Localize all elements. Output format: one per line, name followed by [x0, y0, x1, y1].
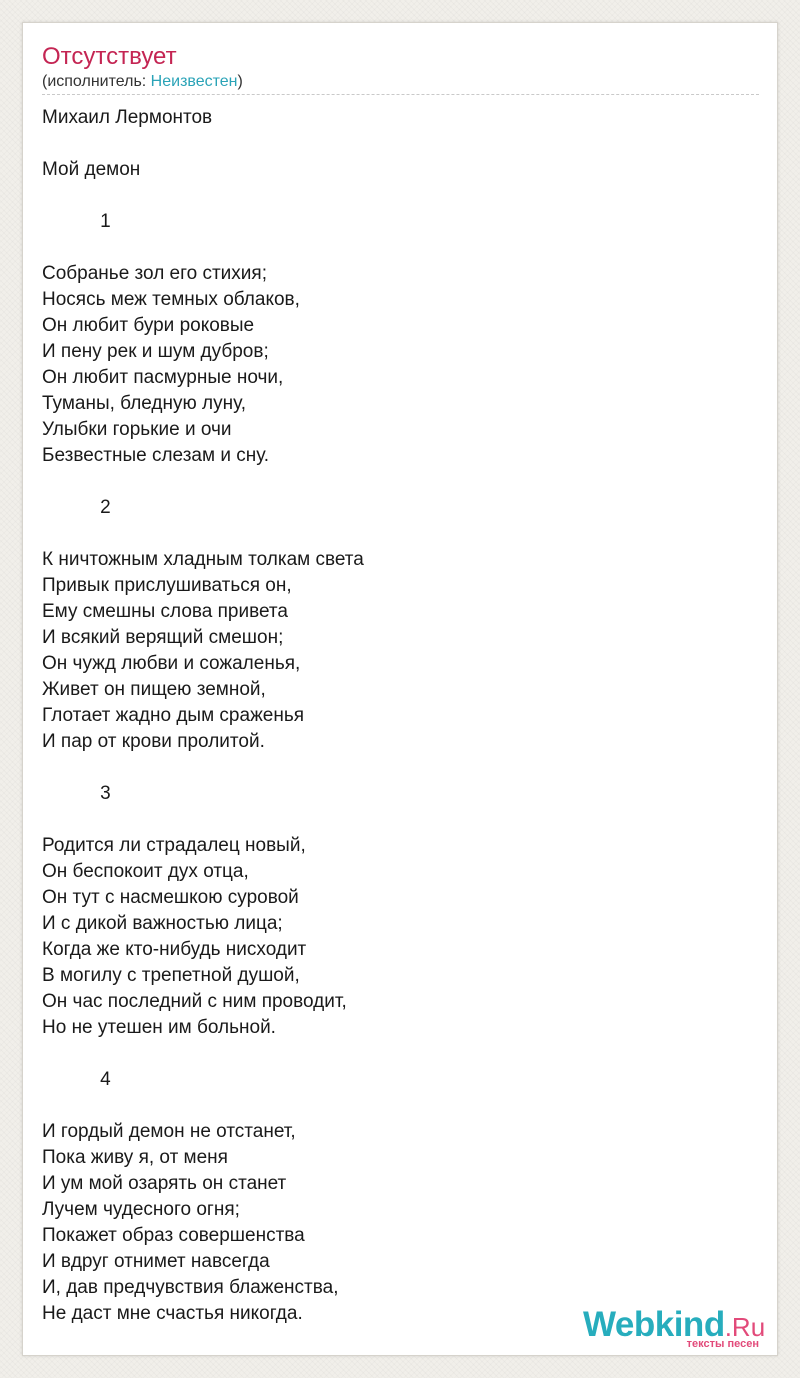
- lyrics-card: [22, 22, 778, 1356]
- dashed-divider: [42, 94, 759, 95]
- logo-main-text: Webkind: [583, 1305, 725, 1344]
- artist-suffix: ): [237, 73, 243, 90]
- webkind-logo[interactable]: [583, 1305, 779, 1355]
- artist-prefix: (исполнитель:: [42, 73, 151, 90]
- artist-link[interactable]: Неизвестен: [150, 73, 238, 90]
- song-title: Отсутствует: [42, 43, 177, 70]
- lyrics-text: Михаил Лермонтов Мой демон 1 Собранье зол его стихия; Носясь меж темных облаков, Он любит бури роковые И пену рек и шум дубров; Он любит пасмурные ночи, Туманы, бледную луну, Улыбки горькие и очи Безвестные слезам и сну. 2 К ничтожным хладным толкам света Привык прислушиваться он, Ему смешны слова привета И всякий верящий смешон; Он чужд любви и сожаленья, Живет он пищею земной, Глотает жадно дым сраженья И пар от крови пролитой. 3 Родится ли страдалец новый, Он беспокоит дух отца, Он тут с насмешкою суровой И с дикой важностью лица; Когда же кто-нибудь нисходит В могилу с трепетной душой, Он час последний с ним проводит, Но не утешен им больной. 4 И гордый демон не отстанет, Пока живу я, от меня И ум мой озарять он станет Лучем чудесного огня; Покажет образ совершенства И вдруг отнимет навсегда И, дав предчувствия блаженства, Не даст мне счастья никогда.: [42, 107, 364, 1324]
- logo-tagline: тексты песен: [686, 1338, 759, 1350]
- logo-tld: .Ru: [724, 1312, 766, 1342]
- artist-line: [42, 72, 243, 92]
